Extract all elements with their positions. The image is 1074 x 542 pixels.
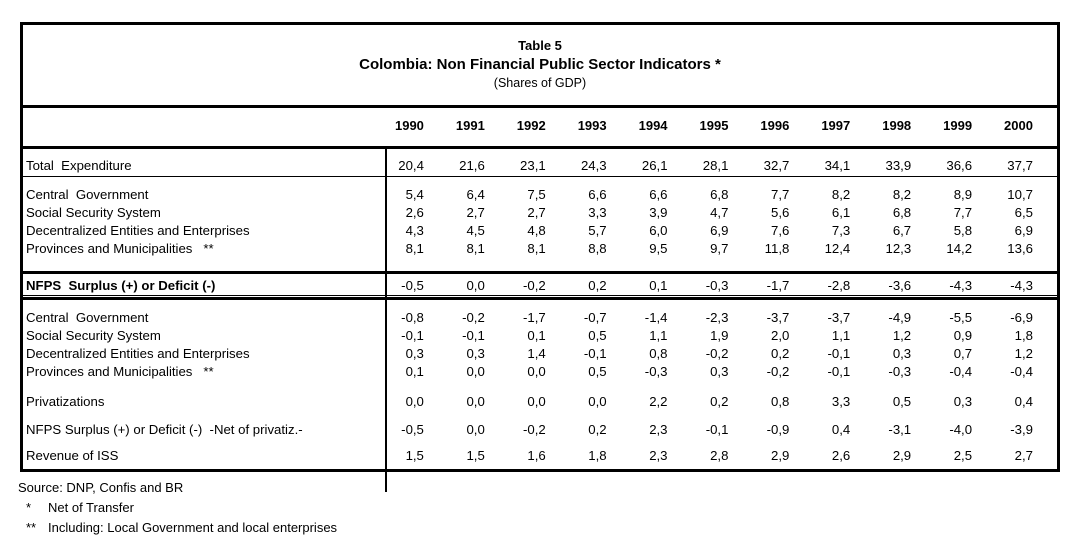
value-cell: 2,7	[527, 205, 546, 220]
table-row-nfps-net-of-privatizations	[23, 421, 1057, 439]
value-cell: -0,7	[583, 310, 607, 325]
row-values	[387, 421, 1057, 439]
year-cell: 1998	[882, 118, 912, 133]
year-cell: 2000	[1004, 118, 1033, 133]
row-values	[387, 222, 1057, 240]
value-cell: 0,0	[527, 364, 546, 379]
value-cell: 0,5	[588, 328, 607, 343]
value-cell: 6,0	[649, 223, 668, 238]
value-cell: 6,8	[892, 205, 912, 220]
row-label: Total Expenditure	[26, 158, 132, 173]
table-row-privatizations	[23, 393, 1057, 411]
value-cell: 7,7	[771, 187, 790, 202]
value-cell: 0,7	[953, 346, 973, 361]
value-cell: 3,3	[831, 394, 851, 409]
section-divider	[23, 297, 1057, 300]
value-cell: 0,3	[710, 364, 729, 379]
value-cell: 2,3	[649, 422, 668, 437]
value-cell: -6,9	[1010, 310, 1033, 325]
value-cell: 4,7	[710, 205, 729, 220]
row-values	[387, 277, 1057, 295]
value-cell: 0,0	[466, 394, 485, 409]
value-cell: 1,9	[710, 328, 729, 343]
table-row-expenditure-central-government	[23, 186, 1057, 204]
year-cell: 1995	[699, 118, 729, 133]
table-row-revenue-of-iss	[23, 447, 1057, 465]
year-cell: 1991	[455, 118, 485, 133]
value-cell: 0,8	[649, 346, 668, 361]
value-cell: -0,8	[401, 310, 424, 325]
value-cell: -0,4	[1010, 364, 1033, 379]
value-cell: -0,2	[522, 278, 546, 293]
value-cell: 0,3	[466, 346, 485, 361]
row-values	[387, 240, 1057, 258]
value-cell: -0,2	[766, 364, 790, 379]
value-cell: 2,2	[649, 394, 668, 409]
row-values	[387, 156, 1057, 176]
value-cell: 0,9	[953, 328, 973, 343]
row-label: Decentralized Entities and Enterprises	[26, 223, 250, 238]
value-cell: -0,1	[583, 346, 607, 361]
value-cell: -0,1	[401, 328, 424, 343]
value-cell: 1,4	[527, 346, 546, 361]
value-cell: 0,2	[771, 346, 790, 361]
value-cell: 0,1	[649, 278, 668, 293]
value-cell: -3,7	[827, 310, 851, 325]
row-values	[387, 363, 1057, 381]
year-header-cells	[387, 108, 1057, 146]
value-cell: 8,1	[527, 241, 546, 256]
value-cell: 2,6	[405, 205, 424, 220]
value-cell: 3,3	[588, 205, 607, 220]
value-cell: -0,2	[705, 346, 729, 361]
value-cell: 7,3	[831, 223, 851, 238]
value-cell: 10,7	[1007, 187, 1033, 202]
table-row-balance-central-government	[23, 309, 1057, 327]
row-values	[387, 309, 1057, 327]
value-cell: 11,8	[764, 241, 790, 256]
value-cell: -3,9	[1010, 422, 1033, 437]
value-cell: 2,9	[892, 448, 912, 463]
row-values	[387, 447, 1057, 465]
value-cell: 1,1	[831, 328, 851, 343]
footnote-list	[18, 498, 718, 537]
value-cell: 0,3	[405, 346, 424, 361]
table-row-balance-decentralized-entities	[23, 345, 1057, 363]
value-cell: 2,0	[771, 328, 790, 343]
year-cell: 1990	[394, 118, 424, 133]
value-cell: 8,2	[892, 187, 912, 202]
value-cell: -0,5	[401, 278, 424, 293]
value-cell: 6,6	[588, 187, 607, 202]
year-header-spacer	[23, 108, 387, 146]
value-cell: 8,2	[831, 187, 851, 202]
value-cell: 7,5	[527, 187, 546, 202]
value-cell: 33,9	[885, 158, 912, 173]
value-cell: 7,7	[953, 205, 973, 220]
value-cell: -5,5	[949, 310, 973, 325]
value-cell: 23,1	[520, 158, 546, 173]
value-cell: 0,1	[527, 328, 546, 343]
row-label: Social Security System	[26, 205, 161, 220]
value-cell: 2,6	[831, 448, 851, 463]
value-cell: 0,0	[466, 364, 485, 379]
table-row-expenditure-social-security-system	[23, 204, 1057, 222]
value-cell: -1,7	[522, 310, 546, 325]
value-cell: 6,9	[710, 223, 729, 238]
value-cell: 5,6	[771, 205, 790, 220]
value-cell: -1,4	[644, 310, 668, 325]
row-values	[387, 393, 1057, 411]
table-row-expenditure-provinces-municipalities	[23, 240, 1057, 258]
footnote-text: Net of Transfer	[48, 500, 134, 515]
year-cell: 1997	[821, 118, 851, 133]
value-cell: -0,2	[522, 422, 546, 437]
value-cell: 5,4	[405, 187, 424, 202]
value-cell: 2,7	[1014, 448, 1033, 463]
value-cell: 37,7	[1007, 158, 1033, 173]
row-label: Decentralized Entities and Enterprises	[26, 346, 250, 361]
value-cell: 36,6	[946, 158, 973, 173]
value-cell: 0,2	[710, 394, 729, 409]
row-label: Provinces and Municipalities **	[26, 241, 214, 256]
table-body	[23, 149, 1057, 492]
value-cell: 6,5	[1014, 205, 1033, 220]
value-cell: 21,6	[459, 158, 485, 173]
value-cell: -3,1	[888, 422, 912, 437]
value-cell: 1,6	[527, 448, 546, 463]
value-cell: 0,8	[771, 394, 790, 409]
value-cell: 0,0	[405, 394, 424, 409]
row-label: Revenue of ISS	[26, 448, 119, 463]
value-cell: 3,9	[649, 205, 668, 220]
value-cell: -0,5	[401, 422, 424, 437]
table-title: Colombia: Non Financial Public Sector Indicators *	[359, 56, 721, 73]
table-number: Table 5	[518, 38, 562, 53]
footnote-row	[18, 518, 718, 537]
value-cell: 12,4	[824, 241, 851, 256]
value-cell: -4,0	[949, 422, 973, 437]
year-cell: 1996	[760, 118, 790, 133]
value-cell: 0,5	[892, 394, 912, 409]
value-cell: -0,1	[827, 346, 851, 361]
row-label: NFPS Surplus (+) or Deficit (-)	[26, 278, 216, 293]
value-cell: 6,8	[710, 187, 729, 202]
value-cell: 6,7	[892, 223, 912, 238]
year-cell: 1994	[638, 118, 668, 133]
value-cell: 6,9	[1014, 223, 1033, 238]
value-cell: -4,3	[1010, 278, 1033, 293]
value-cell: 0,3	[892, 346, 912, 361]
value-cell: 2,3	[649, 448, 668, 463]
table-row-total-expenditure	[23, 156, 1057, 177]
value-cell: 12,3	[885, 241, 912, 256]
value-cell: 0,0	[466, 278, 485, 293]
value-cell: -1,7	[766, 278, 790, 293]
value-cell: 1,2	[892, 328, 912, 343]
value-cell: 0,4	[1014, 394, 1033, 409]
row-label: Central Government	[26, 310, 149, 325]
value-cell: 5,7	[588, 223, 607, 238]
year-cell: 1992	[516, 118, 546, 133]
value-cell: 8,1	[466, 241, 485, 256]
value-cell: 24,3	[580, 158, 607, 173]
value-cell: 0,0	[527, 394, 546, 409]
value-cell: 0,0	[588, 394, 607, 409]
value-cell: 0,3	[953, 394, 973, 409]
value-cell: -2,8	[827, 278, 851, 293]
value-cell: 34,1	[824, 158, 851, 173]
value-cell: 6,6	[649, 187, 668, 202]
row-label: Privatizations	[26, 394, 105, 409]
value-cell: 9,7	[710, 241, 729, 256]
table-title-block	[23, 25, 1057, 108]
value-cell: 32,7	[763, 158, 790, 173]
year-header-row	[23, 108, 1057, 149]
value-cell: 8,9	[953, 187, 973, 202]
value-cell: -0,3	[705, 278, 729, 293]
table-row-balance-provinces-municipalities	[23, 363, 1057, 381]
value-cell: 8,1	[405, 241, 424, 256]
value-cell: 2,8	[710, 448, 729, 463]
value-cell: 1,8	[1014, 328, 1033, 343]
value-cell: -2,3	[705, 310, 729, 325]
value-cell: 28,1	[702, 158, 729, 173]
value-cell: 1,5	[466, 448, 485, 463]
year-cell: 1999	[943, 118, 973, 133]
row-label: NFPS Surplus (+) or Deficit (-) -Net of privatiz.-	[26, 422, 303, 437]
value-cell: 0,5	[588, 364, 607, 379]
row-label: Central Government	[26, 187, 149, 202]
value-cell: 0,2	[588, 422, 607, 437]
year-cell: 1993	[577, 118, 607, 133]
table-subtitle: (Shares of GDP)	[493, 76, 587, 90]
value-cell: 4,3	[405, 223, 424, 238]
table-row-balance-social-security-system	[23, 327, 1057, 345]
table5-frame	[20, 22, 1060, 472]
value-cell: -0,2	[462, 310, 485, 325]
footnote-marker: **	[26, 520, 37, 535]
value-cell: 4,8	[527, 223, 546, 238]
value-cell: 0,1	[405, 364, 424, 379]
value-cell: 1,1	[649, 328, 668, 343]
value-cell: -4,9	[888, 310, 912, 325]
value-cell: 0,2	[588, 278, 607, 293]
value-cell: 2,7	[466, 205, 485, 220]
value-cell: -0,3	[888, 364, 912, 379]
source-note: Source: DNP, Confis and BR	[18, 480, 184, 495]
value-cell: -0,1	[827, 364, 851, 379]
value-cell: -0,4	[949, 364, 973, 379]
table-row-expenditure-decentralized-entities	[23, 222, 1057, 240]
value-cell: -4,3	[949, 278, 973, 293]
value-cell: 2,5	[953, 448, 973, 463]
value-cell: 0,0	[466, 422, 485, 437]
row-label: Social Security System	[26, 328, 161, 343]
value-cell: -3,7	[766, 310, 790, 325]
row-values	[387, 204, 1057, 222]
footnote-marker: *	[26, 500, 32, 515]
row-values	[387, 345, 1057, 363]
value-cell: 1,8	[588, 448, 607, 463]
value-cell: 1,2	[1014, 346, 1033, 361]
value-cell: 2,9	[771, 448, 790, 463]
value-cell: 14,2	[946, 241, 973, 256]
value-cell: 7,6	[771, 223, 790, 238]
value-cell: 6,1	[831, 205, 851, 220]
value-cell: 9,5	[649, 241, 668, 256]
row-values	[387, 327, 1057, 345]
footnote-text: Including: Local Government and local enterprises	[48, 520, 338, 535]
value-cell: -0,1	[462, 328, 485, 343]
value-cell: -3,6	[888, 278, 912, 293]
row-label: Provinces and Municipalities **	[26, 364, 214, 379]
value-cell: 5,8	[953, 223, 973, 238]
row-values	[387, 186, 1057, 204]
table-row-nfps-surplus-deficit	[23, 274, 1057, 296]
value-cell: 8,8	[588, 241, 607, 256]
value-cell: 0,4	[831, 422, 851, 437]
value-cell: -0,3	[644, 364, 668, 379]
value-cell: 6,4	[466, 187, 485, 202]
value-cell: -0,1	[705, 422, 729, 437]
value-cell: 13,6	[1007, 241, 1033, 256]
value-cell: 26,1	[641, 158, 668, 173]
value-cell: -0,9	[766, 422, 790, 437]
footnote-row	[18, 498, 718, 517]
value-cell: 1,5	[405, 448, 424, 463]
value-cell: 20,4	[398, 158, 424, 173]
value-cell: 4,5	[466, 223, 485, 238]
table-footnotes	[18, 478, 718, 537]
